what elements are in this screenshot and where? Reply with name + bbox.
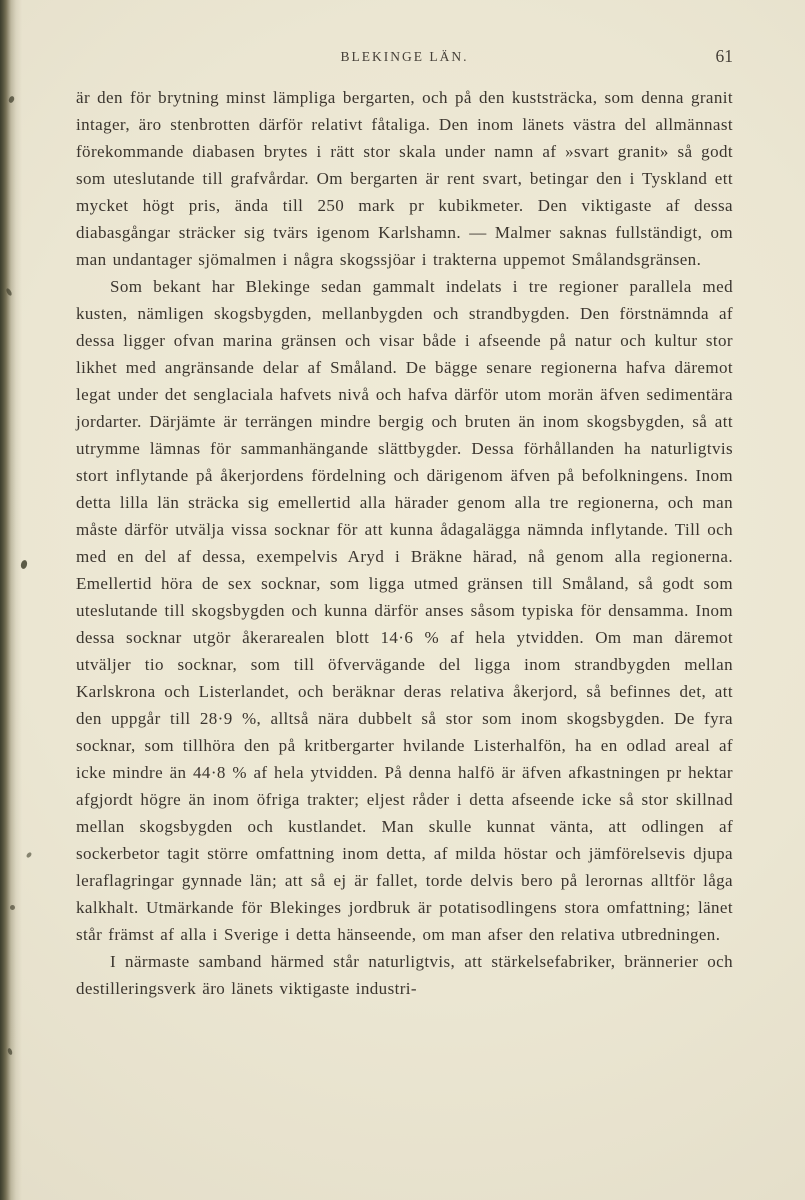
page-number: 61: [715, 46, 733, 66]
ink-speck: [20, 559, 28, 569]
text-block: [76, 84, 733, 1002]
ink-speck: [10, 905, 15, 910]
paragraph: I närmaste samband härmed står naturligtvis, att stärkelsefabriker, brännerier och destilleringsverk äro länets viktigaste industri-: [76, 952, 733, 998]
book-spine-edge: [0, 0, 22, 1200]
page-header: [76, 46, 733, 70]
paragraph: Som bekant har Blekinge sedan gammalt indelats i tre regioner parallela med kusten, nämligen skogsbygden, mellanbygden och strandbygden. Den förstnämnda af dessa ligger ofvan marina gränsen och visar både i afseende på natur och kultur stor likhet med angränsande delar af Småland. De bägge senare regionerna hafva däremot legat under det senglaciala hafvets nivå och hafva därför utom morän äfven sedimentära jordarter. Därjämte är terrängen mindre bergig och bruten än inom skogsbygden, så att utrymme lämnas för sammanhängande slättbygder. Dessa förhållanden ha naturligtvis stort inflytande på åkerjordens fördelning och därigenom äfven på befolkningens. Inom detta lilla län sträcka sig emellertid alla härader genom alla tre regionerna, och man måste därför utvälja vissa socknar för att kunna ådagalägga nämnda inflytande. Till och med en del af dessa, exempelvis Aryd i Bräkne härad, nå genom alla regionerna. Emellertid höra de sex socknar, som ligga utmed gränsen till Småland, så godt som uteslutande till skogsbygden och kunna därför anses såsom typiska för densamma. Inom dessa socknar utgör åkerarealen blott 14·6 % af hela ytvidden. Om man däremot utväljer tio socknar, som till öfvervägande del ligga inom strandbygden mellan Karlskrona och Listerlandet, och beräknar deras relativa åkerjord, så befinnes det, att den uppgår till 28·9 %, alltså nära dubbelt så stor som inom skogsbygden. De fyra socknar, som tillhöra den på kritbergarter hvilande Listerhalfön, ha en odlad areal af icke mindre än 44·8 % af hela ytvidden. På denna halfö är äfven afkastningen pr hektar afgjordt högre än inom öfriga trakter; eljest råder i detta afseende icke så stor skillnad mellan skogsbygden och kustlandet. Man skulle kunnat vänta, att odlingen af sockerbetor tagit större omfattning inom detta, af milda höstar och jämförelsevis djupa leraflagringar gynnade län; att så ej är fallet, torde delvis bero på lerornas alltför låga kalkhalt. Utmärkande för Blekinges jordbruk är potatisodlingens stora omfattning; länet står främst af alla i Sverige i detta hänseende, om man afser den relativa utbredningen.: [76, 277, 733, 944]
ink-speck: [26, 851, 33, 858]
paragraph: är den för brytning minst lämpliga bergarten, och på den kuststräcka, som denna granit intager, äro stenbrotten därför relativt fåtaliga. Den inom länets västra del allmännast förekommande diabasen brytes i rätt stor skala under namn af »svart granit» så godt som uteslutande till grafvårdar. Om bergarten är rent svart, betingar den i Tyskland ett mycket högt pris, ända till 250 mark pr kubikmeter. Den viktigaste af dessa diabasgångar sträcker sig tvärs igenom Karlshamn. — Malmer saknas fullständigt, om man undantager sjömalmen i några skogssjöar i trakterna uppemot Smålandsgränsen.: [76, 88, 733, 269]
running-title: BLEKINGE LÄN.: [340, 49, 469, 64]
